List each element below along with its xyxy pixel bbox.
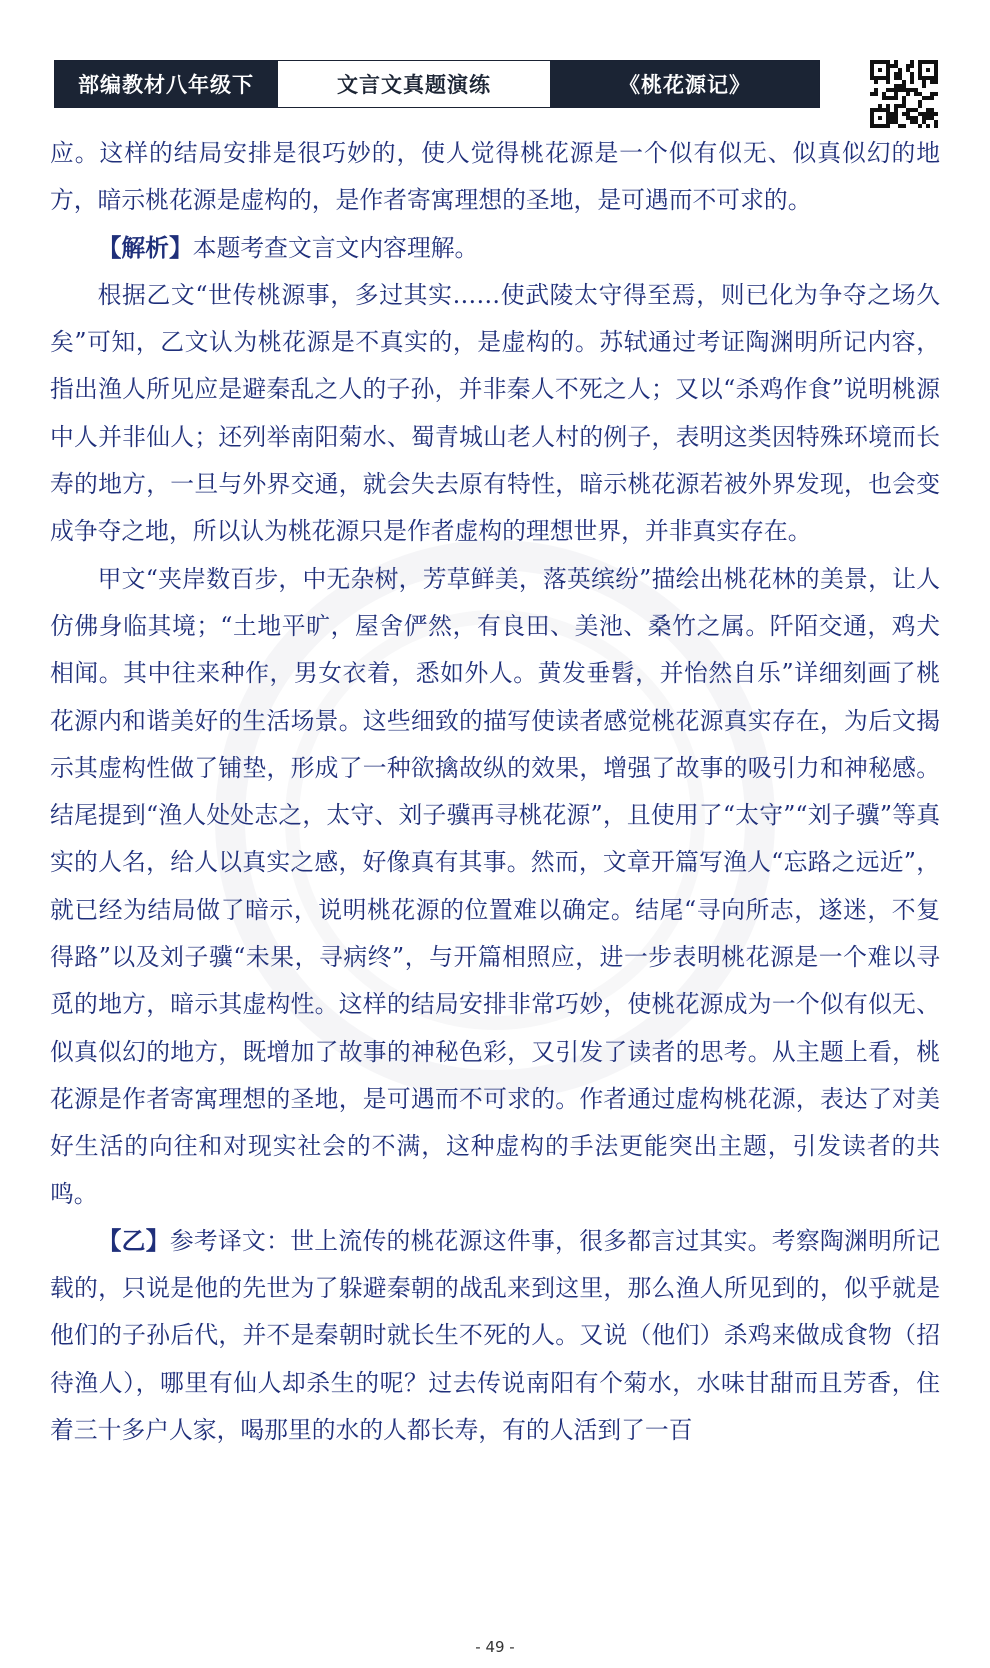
- paragraph-analysis-intro: [50, 225, 940, 272]
- analysis-label: 【解析】: [97, 233, 193, 262]
- paragraph-text-a-analysis: 甲文“夹岸数百步，中无杂树，芳草鲜美，落英缤纷”描绘出桃花林的美景，让人仿佛身临其境；“土地平旷，屋舍俨然，有良田、美池、桑竹之属。阡陌交通，鸡犬相闻。其中往来种作，男女衣着，悉如外人。黄发垂髫，并怡然自乐”详细刻画了桃花源内和谐美好的生活场景。这些细致的描写使读者感觉桃花源真实存在，为后文揭示其虚构性做了铺垫，形成了一种欲擒故纵的效果，增强了故事的吸引力和神秘感。结尾提到“渔人处处志之，太守、刘子骥再寻桃花源”，且使用了“太守”“刘子骥”等真实的人名，给人以真实之感，好像真有其事。然而，文章开篇写渔人“忘路之远近”，就已经为结局做了暗示，说明桃花源的位置难以确定。结尾“寻向所志，遂迷，不复得路”以及刘子骥“未果，寻病终”，与开篇相照应，进一步表明桃花源是一个难以寻觅的地方，暗示其虚构性。这样的结局安排非常巧妙，使桃花源成为一个似有似无、似真似幻的地方，既增加了故事的神秘色彩，又引发了读者的思考。从主题上看，桃花源是作者寄寓理想的圣地，是可遇而不可求的。作者通过虚构桃花源，表达了对美好生活的向往和对现实社会的不满，这种虚构的手法更能突出主题，引发读者的共鸣。: [50, 564, 940, 1208]
- paragraph-text-b-analysis: 根据乙文“世传桃源事，多过其实……使武陵太守得至焉，则已化为争夺之场久矣”可知，乙文认为桃花源是不真实的，是虚构的。苏轼通过考证陶渊明所记内容，指出渔人所见应是避秦乱之人的子孙，并非秦人不死之人；又以“杀鸡作食”说明桃源中人并非仙人；还列举南阳菊水、蜀青城山老人村的例子，表明这类因特殊环境而长寿的地方，一旦与外界交通，就会失去原有特性，暗示桃花源若被外界发现，也会变成争夺之地，所以认为桃花源只是作者虚构的理想世界，并非真实存在。: [50, 280, 940, 546]
- header-grade-label: 部编教材八年级下: [55, 61, 277, 107]
- header-lesson-title: 《桃花源记》: [551, 61, 819, 107]
- page-number: - 49 -: [475, 1638, 515, 1656]
- translation-text: 参考译文：世上流传的桃花源这件事，很多都言过其实。考察陶渊明所记载的，只说是他的先世为了躲避秦朝的战乱来到这里，那么渔人所见到的，似乎就是他们的子孙后代，并不是秦朝时就长生不死的人。又说（他们）杀鸡来做成食物（招待渔人），哪里有仙人却杀生的呢？过去传说南阳有个菊水，水味甘甜而且芳香，住着三十多户人家，喝那里的水的人都长寿，有的人活到了一百: [50, 1226, 941, 1445]
- paragraph-translation: [50, 1218, 940, 1454]
- translation-label: 【乙】: [97, 1226, 170, 1255]
- page-header: [54, 60, 820, 108]
- paragraph-continuation: 应。这样的结局安排是很巧妙的，使人觉得桃花源是一个似有似无、似真似幻的地方，暗示桃花源是虚构的，是作者寄寓理想的圣地，是可遇而不可求的。: [50, 139, 940, 215]
- analysis-intro-text: 本题考查文言文内容理解。: [192, 233, 479, 262]
- qr-code-icon: [870, 60, 938, 128]
- header-section-title: 文言文真题演练: [277, 61, 551, 107]
- article-body: [50, 130, 940, 1454]
